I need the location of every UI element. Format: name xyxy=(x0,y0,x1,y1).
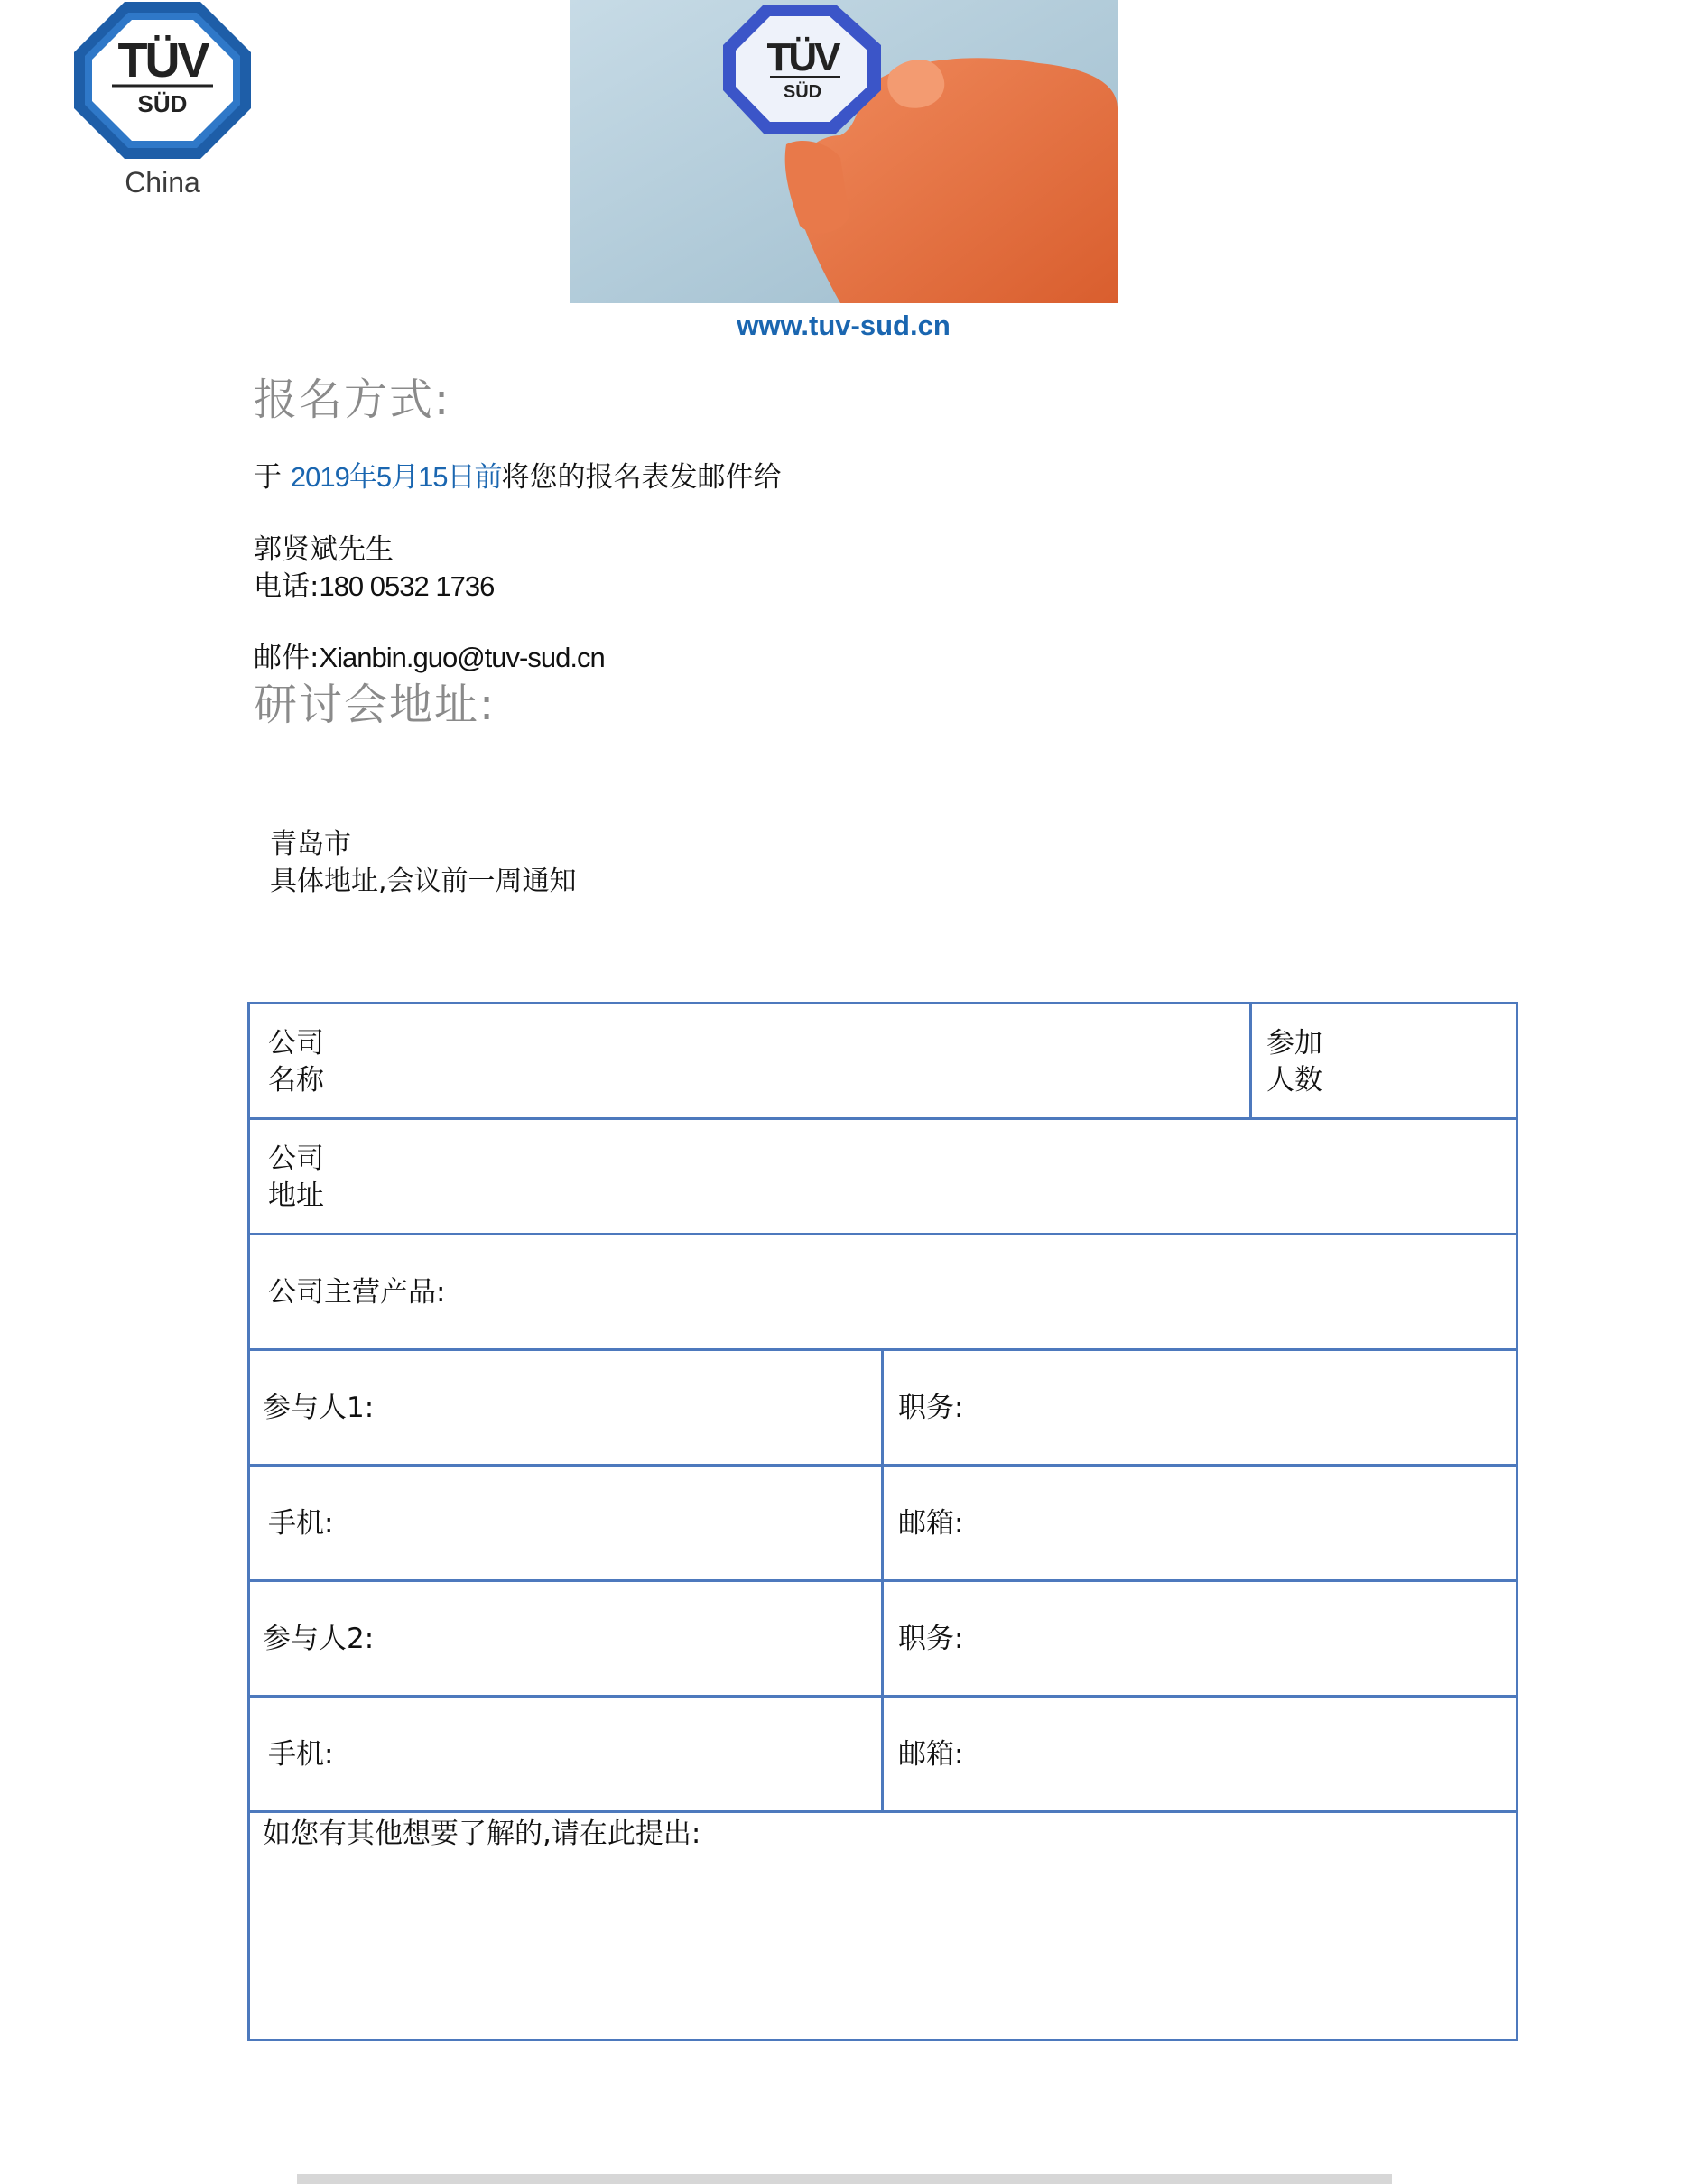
participant1-field[interactable] xyxy=(247,1348,884,1467)
registration-heading: 报名方式: xyxy=(254,375,451,425)
attendee-count-label-1: 参加 xyxy=(1266,1027,1322,1060)
questions-field[interactable] xyxy=(247,1810,1518,2041)
email2-field[interactable] xyxy=(881,1695,1518,1813)
email-address[interactable]: Xianbin.guo@tuv-sud.cn xyxy=(319,642,605,673)
position2-field[interactable] xyxy=(881,1579,1518,1698)
company-address-label-2: 地址 xyxy=(268,1180,324,1212)
email2-label: 邮箱: xyxy=(898,1738,964,1771)
attendee-count-field[interactable] xyxy=(1249,1002,1518,1120)
contact-name: 郭贤斌先生 xyxy=(254,533,394,566)
mobile1-label: 手机: xyxy=(268,1507,334,1540)
position2-label: 职务: xyxy=(898,1623,964,1655)
phone-number: 180 0532 1736 xyxy=(319,570,495,602)
questions-label: 如您有其他想要了解的,请在此提出: xyxy=(263,1818,701,1850)
photo-badge-top: TÜV xyxy=(766,35,839,79)
main-products-label: 公司主营产品: xyxy=(268,1276,446,1309)
contact-phone xyxy=(254,563,494,604)
instruction-prefix: 于 xyxy=(254,461,291,494)
header-photo xyxy=(570,0,1118,303)
mobile2-label: 手机: xyxy=(268,1738,334,1771)
company-name-label-2: 名称 xyxy=(268,1064,324,1097)
registration-instruction xyxy=(254,454,782,495)
position1-field[interactable] xyxy=(881,1348,1518,1467)
company-name-label-1: 公司 xyxy=(268,1027,324,1060)
registration-form xyxy=(247,1002,1518,2041)
email1-label: 邮箱: xyxy=(898,1507,964,1540)
main-products-field[interactable] xyxy=(247,1233,1518,1351)
participant2-field[interactable] xyxy=(247,1579,884,1698)
participant1-label: 参与人1: xyxy=(263,1392,375,1424)
website-link[interactable]: www.tuv-sud.cn xyxy=(737,310,951,341)
deadline-date: 2019年5月15日前 xyxy=(290,461,502,493)
tuv-sud-logo xyxy=(72,0,253,203)
logo-brand-bottom: SÜD xyxy=(137,90,188,117)
email1-field[interactable] xyxy=(881,1464,1518,1582)
mobile1-field[interactable] xyxy=(247,1464,884,1582)
company-address-label-1: 公司 xyxy=(268,1143,324,1175)
participant2-label: 参与人2: xyxy=(263,1623,375,1655)
instruction-suffix: 将您的报名表发邮件给 xyxy=(501,461,782,494)
email-label: 邮件: xyxy=(254,642,320,674)
company-address-field[interactable] xyxy=(247,1117,1518,1235)
footer-divider xyxy=(297,2174,1392,2184)
venue-heading: 研讨会地址: xyxy=(254,680,496,730)
venue-note: 具体地址,会议前一周通知 xyxy=(270,865,577,897)
logo-brand-top: TÜV xyxy=(117,33,208,88)
logo-region-label: China xyxy=(125,166,200,199)
venue-city: 青岛市 xyxy=(270,828,351,860)
mobile2-field[interactable] xyxy=(247,1695,884,1813)
position1-label: 职务: xyxy=(898,1392,964,1424)
tuv-sud-octagon-icon xyxy=(72,0,253,161)
phone-label: 电话: xyxy=(254,570,320,603)
attendee-count-label-2: 人数 xyxy=(1266,1064,1322,1097)
company-name-field[interactable] xyxy=(247,1002,1252,1120)
photo-badge-bottom: SÜD xyxy=(783,82,822,102)
